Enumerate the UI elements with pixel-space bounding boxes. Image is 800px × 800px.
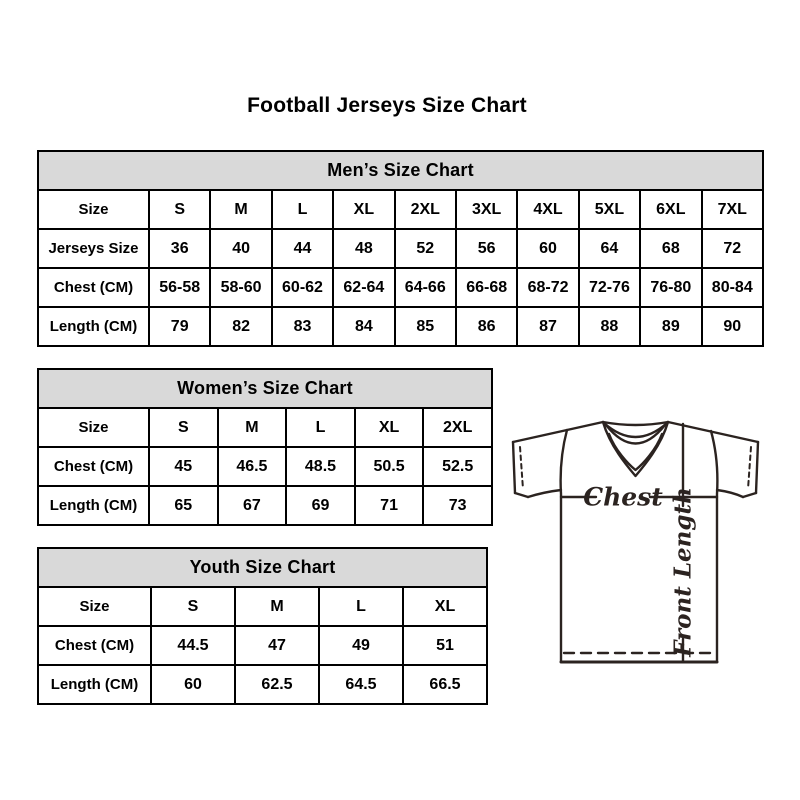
cell: 60-62	[272, 268, 333, 307]
cell: 76-80	[640, 268, 701, 307]
cell: 62-64	[333, 268, 394, 307]
cell: 5XL	[579, 190, 640, 229]
table-row	[38, 587, 487, 626]
cell: 66-68	[456, 268, 517, 307]
cell: 79	[149, 307, 210, 346]
table-row	[38, 229, 763, 268]
cell: 87	[517, 307, 578, 346]
cell: 71	[355, 486, 424, 525]
cell: 49	[319, 626, 403, 665]
cell: 47	[235, 626, 319, 665]
cell: 89	[640, 307, 701, 346]
cell: L	[272, 190, 333, 229]
cell: 52.5	[423, 447, 492, 486]
cell: XL	[355, 408, 424, 447]
cell: 45	[149, 447, 218, 486]
row-label: Length (CM)	[38, 486, 149, 525]
cell: 68-72	[517, 268, 578, 307]
mens-size-table	[37, 150, 764, 347]
cell: 52	[395, 229, 456, 268]
cell: 62.5	[235, 665, 319, 704]
cell: 50.5	[355, 447, 424, 486]
cell: 73	[423, 486, 492, 525]
cell: 44.5	[151, 626, 235, 665]
cell: 82	[210, 307, 271, 346]
page-title: Football Jerseys Size Chart	[247, 94, 527, 117]
row-label: Chest (CM)	[38, 268, 149, 307]
mens-size-chart-section	[37, 150, 764, 347]
table-title: Women’s Size Chart	[38, 369, 492, 408]
cell: 67	[218, 486, 287, 525]
cell: L	[286, 408, 355, 447]
cell: XL	[403, 587, 487, 626]
youth-size-chart-section	[37, 547, 488, 705]
table-title: Men’s Size Chart	[38, 151, 763, 190]
table-row	[38, 408, 492, 447]
cell: 4XL	[517, 190, 578, 229]
cell: 72	[702, 229, 763, 268]
cell: M	[235, 587, 319, 626]
cell: 84	[333, 307, 394, 346]
womens-size-table	[37, 368, 493, 526]
cell: S	[151, 587, 235, 626]
cell: 60	[151, 665, 235, 704]
youth-size-table	[37, 547, 488, 705]
cell: M	[218, 408, 287, 447]
cell: 56	[456, 229, 517, 268]
table-row	[38, 486, 492, 525]
womens-size-chart-section	[37, 368, 493, 526]
cell: 51	[403, 626, 487, 665]
cell: 86	[456, 307, 517, 346]
row-label: Size	[38, 190, 149, 229]
cell: 48	[333, 229, 394, 268]
table-row	[38, 665, 487, 704]
cell: 2XL	[423, 408, 492, 447]
row-label: Length (CM)	[38, 307, 149, 346]
cell: 44	[272, 229, 333, 268]
cell: 83	[272, 307, 333, 346]
row-label: Size	[38, 587, 151, 626]
cell: 3XL	[456, 190, 517, 229]
row-label: Jerseys Size	[38, 229, 149, 268]
cell: 68	[640, 229, 701, 268]
jersey-outline	[513, 422, 758, 662]
cell: 80-84	[702, 268, 763, 307]
cell: M	[210, 190, 271, 229]
cell: 65	[149, 486, 218, 525]
table-row	[38, 268, 763, 307]
front-length-label: Front Length	[669, 487, 697, 657]
cell: 36	[149, 229, 210, 268]
cell: 90	[702, 307, 763, 346]
cell: 85	[395, 307, 456, 346]
cell: 46.5	[218, 447, 287, 486]
table-row	[38, 447, 492, 486]
cell: 40	[210, 229, 271, 268]
cell: XL	[333, 190, 394, 229]
table-title: Youth Size Chart	[38, 548, 487, 587]
cell: 58-60	[210, 268, 271, 307]
row-label: Length (CM)	[38, 665, 151, 704]
cell: 72-76	[579, 268, 640, 307]
table-header-row	[38, 548, 487, 587]
cell: L	[319, 587, 403, 626]
table-header-row	[38, 369, 492, 408]
row-label: Chest (CM)	[38, 447, 149, 486]
table-header-row	[38, 151, 763, 190]
jersey-diagram	[500, 412, 768, 668]
chest-label: Chest	[583, 482, 663, 512]
row-label: Size	[38, 408, 149, 447]
cell: 60	[517, 229, 578, 268]
cell: 2XL	[395, 190, 456, 229]
cell: 64	[579, 229, 640, 268]
cell: S	[149, 408, 218, 447]
table-row	[38, 307, 763, 346]
cell: 64.5	[319, 665, 403, 704]
cell: 6XL	[640, 190, 701, 229]
cell: 66.5	[403, 665, 487, 704]
cell: 88	[579, 307, 640, 346]
cell: 56-58	[149, 268, 210, 307]
cell: 64-66	[395, 268, 456, 307]
cell: S	[149, 190, 210, 229]
cell: 7XL	[702, 190, 763, 229]
row-label: Chest (CM)	[38, 626, 151, 665]
cell: 69	[286, 486, 355, 525]
table-row	[38, 626, 487, 665]
table-row	[38, 190, 763, 229]
cell: 48.5	[286, 447, 355, 486]
